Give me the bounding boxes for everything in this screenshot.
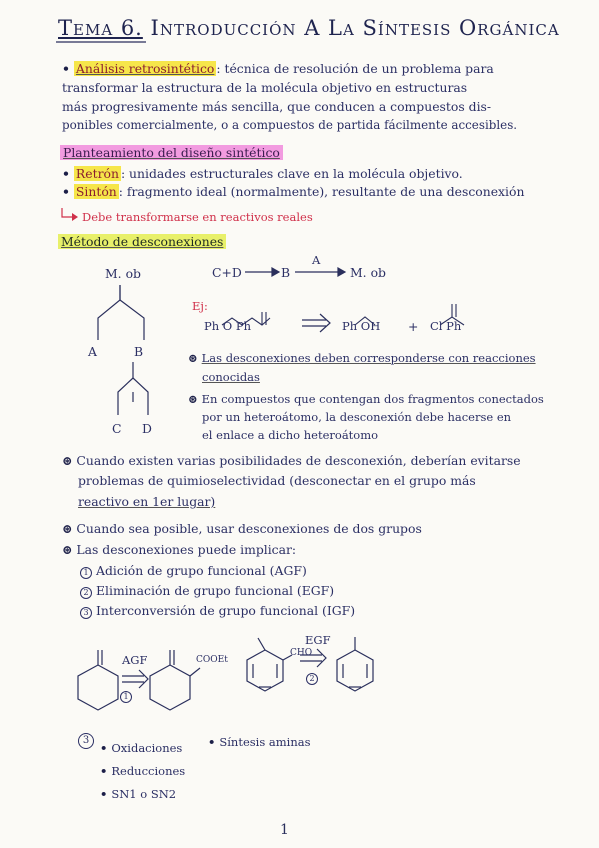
igf-side: • Síntesis aminas xyxy=(208,735,311,749)
sinton-note: Debe transformarse en reactivos reales xyxy=(82,210,313,224)
note-1: ⊛ Las desconexiones deben corresponderse con reacciones xyxy=(188,351,536,365)
rule-1b: problemas de quimioselectividad (desconectar en el grupo más xyxy=(78,473,476,488)
rule-item-1: 1 Adición de grupo funcional (AGF) xyxy=(80,562,307,579)
rule-item-2: 2 Eliminación de grupo funcional (EGF) xyxy=(80,582,334,599)
label-cooet: COOEt xyxy=(196,655,228,665)
tree-b: B xyxy=(134,344,144,359)
retron-line: • Retrón : unidades estructurales clave en la molécula objetivo. xyxy=(62,166,463,181)
igf-number: 3 xyxy=(78,730,98,749)
scheme-left: C+D xyxy=(212,265,242,280)
rule-2: ⊛ Cuando sea posible, usar desconexiones de dos grupos xyxy=(62,521,422,536)
example-product-1: Ph OH xyxy=(342,319,381,333)
term-retrosintetico: Análisis retrosintético xyxy=(75,61,215,76)
igf-item-2: • Reducciones xyxy=(100,764,186,778)
title-tema: Tema 6. xyxy=(58,16,143,40)
title-text: Introducción A La Síntesis Orgánica xyxy=(150,16,560,40)
circle-1: 1 xyxy=(120,686,136,703)
scheme-over: A xyxy=(312,253,321,267)
note-2: ⊛ En compuestos que contengan dos fragmentos conectados xyxy=(188,392,544,406)
igf-item-1: • Oxidaciones xyxy=(100,741,183,755)
note-1b: conocidas xyxy=(202,370,260,384)
label-egf: EGF xyxy=(305,633,331,647)
igf-item-3: • SN1 o SN2 xyxy=(100,787,177,801)
example-plus: + xyxy=(408,319,419,334)
rule-3: ⊛ Las desconexiones puede implicar: xyxy=(62,542,297,557)
section-planteamiento: Planteamiento del diseño sintético xyxy=(60,144,283,161)
note-2b: por un heteroátomo, la desconexión debe hacerse en xyxy=(202,410,512,424)
tree-a: A xyxy=(88,344,97,359)
example-product-2: Cl Ph xyxy=(430,319,462,333)
intro-line-3: más progresivamente más sencilla, que conducen a compuestos dis- xyxy=(62,99,492,114)
rule-1c: reactivo en 1er lugar) xyxy=(78,494,216,509)
label-agf: AGF xyxy=(122,653,148,667)
intro-line-1: • Análisis retrosintético : técnica de resolución de un problema para xyxy=(62,61,494,76)
scheme-mid: B xyxy=(281,265,291,280)
tree-d: D xyxy=(142,421,152,436)
note-2c: el enlace a dicho heteroátomo xyxy=(202,428,379,442)
example-reactant: Ph O Ph xyxy=(204,319,252,333)
circle-2: 2 xyxy=(306,668,322,685)
intro-line-2: transformar la estructura de la molécula objetivo en estructuras xyxy=(62,80,468,95)
section-metodo: Método de desconexiones xyxy=(58,233,226,250)
tree-root: M. ob xyxy=(105,266,141,281)
example-label: Ej: xyxy=(192,299,208,313)
intro-line-4: ponibles comercialmente, o a compuestos de partida fácilmente accesibles. xyxy=(62,118,518,132)
scheme-right: M. ob xyxy=(350,265,386,280)
page-number: 1 xyxy=(280,822,289,838)
label-cho: CHO xyxy=(290,648,313,658)
rule-item-3: 3 Interconversión de grupo funcional (IGF) xyxy=(80,602,355,619)
sinton-line: • Sintón : fragmento ideal (normalmente), resultante de una desconexión xyxy=(62,184,525,199)
page-title xyxy=(58,16,560,40)
rule-1a: ⊛ Cuando existen varias posibilidades de desconexión, deberían evitarse xyxy=(62,453,521,468)
cyclohexanone-structure xyxy=(78,650,118,710)
tree-c: C xyxy=(112,421,122,436)
